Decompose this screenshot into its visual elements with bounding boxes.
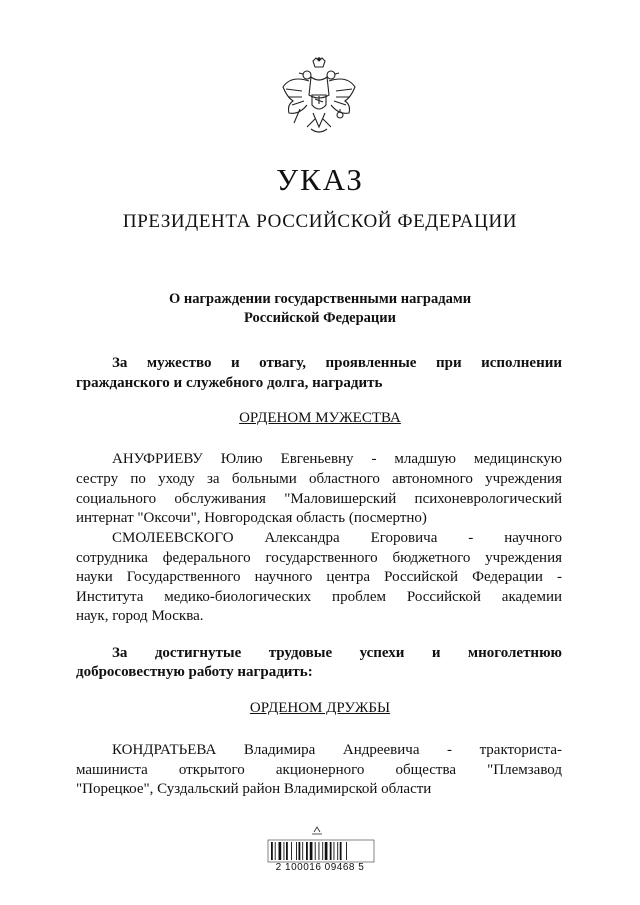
award-text-line: наук, город Москва.	[76, 608, 204, 624]
award-text-line: социального обслуживания "Маловишерский психоневрологический	[76, 491, 562, 507]
russian-coat-of-arms-icon	[278, 57, 360, 147]
award-text-line: сестру по уходу за больными областного автономного учреждения	[76, 471, 562, 487]
barcode-number: 2 100016 09468 5	[275, 862, 365, 873]
award-text-line: интернат "Оксочи", Новгородская область (посмертно)	[76, 510, 427, 526]
section2-intro-line-1: За достигнутые трудовые успехи и многолетнюю	[112, 645, 562, 661]
award-text-line: машиниста открытого акционерного общества "Племзавод	[76, 762, 562, 778]
section2-intro-line-2: добросовестную работу наградить:	[76, 664, 313, 680]
award-text-line: сотрудника федерального государственного бюджетного учреждения	[76, 550, 562, 566]
document-title: УКАЗ	[276, 162, 364, 197]
award-text-line: КОНДРАТЬЕВА Владимира Андреевича - тракториста-	[112, 742, 562, 758]
award-text-line: "Порецкое", Суздальский район Владимирской области	[76, 781, 432, 797]
decree-heading-line-1: О награждении государственными наградами	[168, 291, 472, 307]
document-subtitle: ПРЕЗИДЕНТА РОССИЙСКОЙ ФЕДЕРАЦИИ	[122, 211, 518, 232]
section1-intro-line-2: гражданского и служебного долга, наградить	[76, 375, 383, 391]
award-text-line: Института медико-биологических проблем Российской академии	[76, 589, 562, 605]
award-text-line: СМОЛЕЕВСКОГО Александра Егоровича - научного	[112, 530, 562, 546]
order-of-courage: ОРДЕНОМ МУЖЕСТВА	[239, 410, 401, 426]
award-text-line: АНУФРИЕВУ Юлию Евгеньевну - младшую медицинскую	[112, 451, 562, 467]
award-text-line: науки Государственного научного центра Российской Федерации -	[76, 569, 562, 585]
order-of-friendship: ОРДЕНОМ ДРУЖБЫ	[249, 700, 391, 716]
section1-intro-line-1: За мужество и отвагу, проявленные при исполнении	[112, 355, 562, 371]
decree-heading-line-2: Российской Федерации	[243, 310, 396, 326]
